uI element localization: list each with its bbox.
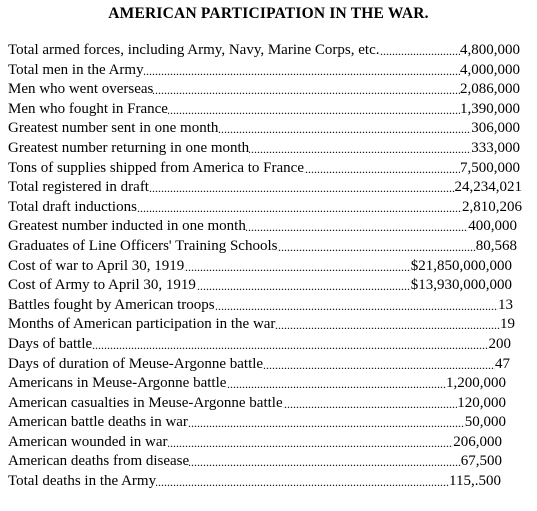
row-label: Graduates of Line Officers' Training Schools [8, 237, 277, 257]
row-value: 7,500,000 [460, 159, 520, 179]
row-label: Greatest number returning in one month [8, 139, 249, 159]
row-value: 19 [500, 315, 515, 335]
row-label: Total draft inductions [8, 198, 137, 218]
list-item [8, 413, 523, 433]
list-item [8, 80, 523, 100]
row-label: Days of duration of Meuse-Argonne battle [8, 355, 263, 375]
list-item [8, 394, 523, 414]
row-label: Battles fought by American troops [8, 296, 215, 316]
row-value: 200 [489, 335, 512, 355]
row-label: Total armed forces, including Army, Navy, Marine Corps, etc. [8, 41, 379, 61]
row-label: American casualties in Meuse-Argonne battle [8, 394, 283, 414]
row-value: 206,000 [453, 433, 502, 453]
list-item [8, 257, 523, 277]
list-item [8, 198, 523, 218]
list-item [8, 335, 523, 355]
list-item [8, 433, 523, 453]
list-item [8, 61, 523, 81]
list-item [8, 237, 523, 257]
row-label: Men who fought in France [8, 100, 168, 120]
row-label: Days of battle [8, 335, 92, 355]
row-value: 1,390,000 [460, 100, 520, 120]
row-value: 50,000 [465, 413, 506, 433]
row-value: 1,200,000 [446, 374, 506, 394]
list-item [8, 178, 523, 198]
row-label: American wounded in war [8, 433, 168, 453]
row-label: Men who went overseas [8, 80, 153, 100]
row-label: Total men in the Army [8, 61, 144, 81]
row-label: Greatest number inducted in one month [8, 217, 246, 237]
list-item [8, 315, 523, 335]
list-item [8, 472, 523, 492]
row-value: 306,000 [471, 119, 520, 139]
row-label: Tons of supplies shipped from America to France [8, 159, 304, 179]
row-value: 67,500 [461, 452, 502, 472]
row-label: Greatest number sent in one month [8, 119, 218, 139]
list-item [8, 296, 523, 316]
list-item [8, 139, 523, 159]
row-value: 13 [498, 296, 513, 316]
list-item [8, 355, 523, 375]
list-item [8, 119, 523, 139]
list-item [8, 374, 523, 394]
list-item [8, 41, 523, 61]
page-title: AMERICAN PARTICIPATION IN THE WAR. [108, 5, 429, 22]
row-value: 4,800,000 [460, 41, 520, 61]
row-value: 80,568 [476, 237, 517, 257]
row-value: $21,850,000,000 [411, 257, 512, 277]
row-label: Total registered in draft [8, 178, 149, 198]
list-item [8, 452, 523, 472]
row-value: 115,.500 [449, 472, 501, 492]
row-label: Cost of Army to April 30, 1919 [8, 276, 196, 296]
statistics-list [8, 41, 523, 492]
list-item [8, 217, 523, 237]
row-value: 120,000 [457, 394, 506, 414]
row-value: 400,000 [468, 217, 517, 237]
row-label: Cost of war to April 30, 1919 [8, 257, 184, 277]
row-label: American battle deaths in war [8, 413, 188, 433]
row-label: Months of American participation in the war [8, 315, 275, 335]
row-value: 2,810,206 [462, 198, 522, 218]
row-value: 47 [495, 355, 510, 375]
row-value: 2,086,000 [460, 80, 520, 100]
row-label: American deaths from disease [8, 452, 189, 472]
list-item [8, 276, 523, 296]
list-item [8, 100, 523, 120]
list-item [8, 159, 523, 179]
row-label: Total deaths in the Army [8, 472, 156, 492]
row-label: Americans in Meuse-Argonne battle [8, 374, 226, 394]
row-value: 4,000,000 [460, 61, 520, 81]
row-value: 24,234,021 [455, 178, 523, 198]
row-value: $13,930,000,000 [411, 276, 512, 296]
row-value: 333,000 [471, 139, 520, 159]
